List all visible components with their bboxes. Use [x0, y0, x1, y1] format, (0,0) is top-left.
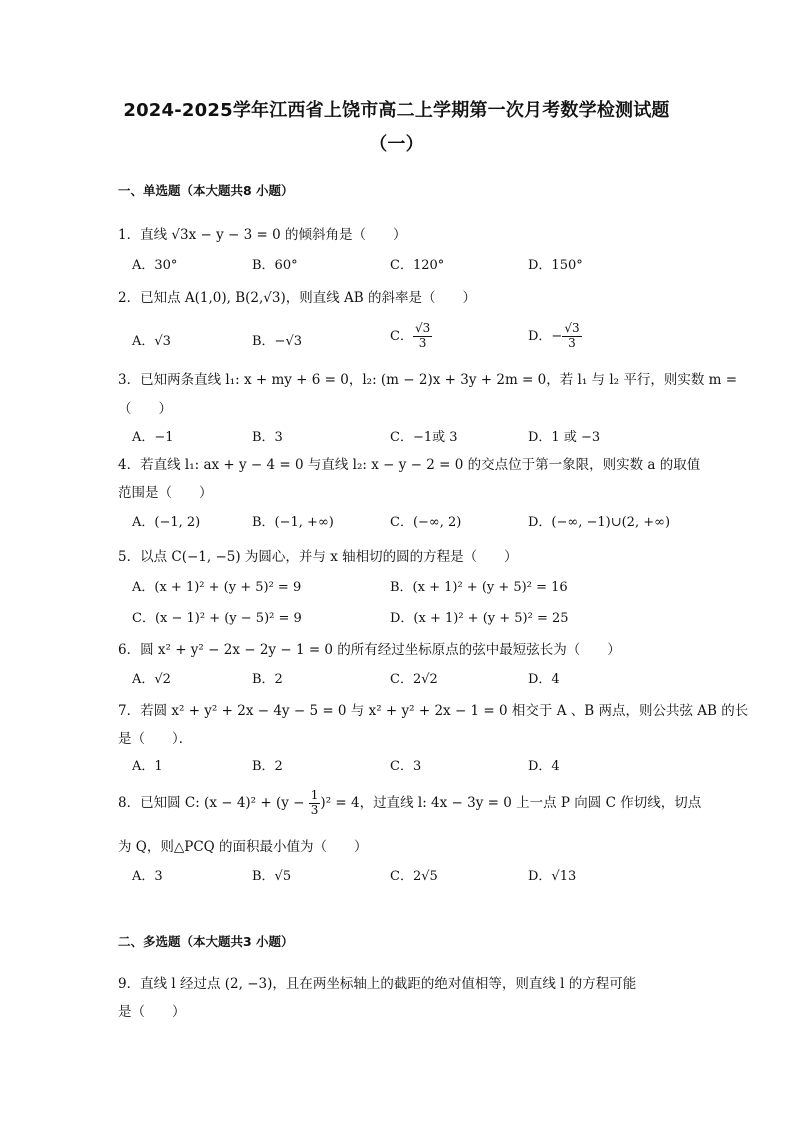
question-4-option-b: B．(−1, +∞) — [252, 515, 334, 530]
question-1-stem: 1．直线 √3x − y − 3 = 0 的倾斜角是（ ） — [118, 227, 407, 243]
question-2-option-b: B．−√3 — [252, 334, 303, 349]
fraction-denominator: 3 — [568, 335, 576, 350]
question-2-option-a: A．√3 — [132, 334, 171, 349]
question-6-option-b: B．2 — [252, 672, 283, 687]
question-3-option-b: B．3 — [252, 430, 283, 445]
question-8-stem-cont: 为 Q，则△PCQ 的面积最小值为（ ） — [118, 839, 368, 855]
question-8-stem-pre: 8．已知圆 C: (x − 4)² + (y − — [118, 794, 309, 811]
question-3-stem: 3．已知两条直线 l₁: x + my + 6 = 0，l₂: (m − 2)x + 3y + 2m = 0，若 l₁ 与 l₂ 平行，则实数 m = — [118, 372, 738, 388]
question-7-option-d: D．4 — [528, 759, 560, 774]
question-5-option-d: D．(x + 1)² + (y + 5)² = 25 — [390, 611, 569, 626]
question-8-option-d: D．√13 — [528, 869, 577, 884]
fraction — [309, 789, 321, 818]
question-4-option-d: D．(−∞, −1)∪(2, +∞) — [528, 515, 671, 530]
question-4-stem: 4．若直线 l₁: ax + y − 4 = 0 与直线 l₂: x − y − 2 = 0 的交点位于第一象限，则实数 a 的取值 — [118, 457, 701, 473]
question-1-option-a: A．30° — [132, 258, 178, 273]
question-2-option-c-label: C． — [390, 328, 413, 344]
question-8-stem-post: )² = 4，过直线 l: 4x − 3y = 0 上一点 P 向圆 C 作切线，切点 — [320, 794, 702, 811]
question-8-stem — [118, 789, 701, 818]
section-heading-multi-choice: 二、多选题（本大题共3 小题） — [118, 934, 294, 949]
fraction — [413, 322, 432, 351]
question-3-option-a: A．−1 — [132, 430, 174, 445]
question-3-stem-cont: （ ） — [118, 401, 172, 417]
section-heading-single-choice: 一、单选题（本大题共8 小题） — [118, 183, 294, 198]
fraction-numerator: 1 — [310, 788, 319, 802]
question-7-option-b: B．2 — [252, 759, 283, 774]
question-8-option-b: B．√5 — [252, 869, 292, 884]
question-7-stem: 7．若圆 x² + y² + 2x − 4y − 5 = 0 与 x² + y² + 2x − 1 = 0 相交于 A 、B 两点，则公共弦 AB 的长 — [118, 703, 749, 719]
question-7-stem-cont: 是（ ）． — [118, 731, 193, 747]
question-8-option-a: A．3 — [132, 869, 163, 884]
fraction — [562, 322, 581, 351]
question-2-option-d-label: D．− — [528, 328, 563, 344]
question-2-option-d — [528, 322, 582, 351]
question-9-stem-cont: 是（ ） — [118, 1004, 186, 1020]
question-6-option-d: D．4 — [528, 672, 560, 687]
page-title: 2024-2025学年江西省上饶市高二上学期第一次月考数学检测试题 — [123, 100, 670, 121]
question-1-option-d: D．150° — [528, 258, 583, 273]
question-4-option-a: A．(−1, 2) — [132, 515, 201, 530]
question-1-option-c: C．120° — [390, 258, 445, 273]
fraction-numerator: √3 — [564, 321, 580, 335]
question-7-option-c: C．3 — [390, 759, 422, 774]
question-3-option-c: C．−1或 3 — [390, 430, 458, 445]
fraction-denominator: 3 — [418, 335, 427, 350]
question-6-option-a: A．√2 — [132, 672, 171, 687]
question-6-stem: 6．圆 x² + y² − 2x − 2y − 1 = 0 的所有经过坐标原点的弦中最短弦长为（ ） — [118, 642, 621, 658]
fraction-denominator: 3 — [310, 802, 319, 817]
question-5-option-c: C．(x − 1)² + (y − 5)² = 9 — [132, 611, 302, 626]
question-7-option-a: A．1 — [132, 759, 163, 774]
question-1-option-b: B．60° — [252, 258, 298, 273]
question-3-option-d: D．1 或 −3 — [528, 430, 601, 445]
question-6-option-c: C．2√2 — [390, 672, 438, 687]
question-8-option-c: C．2√5 — [390, 869, 438, 884]
question-5-option-b: B．(x + 1)² + (y + 5)² = 16 — [390, 580, 568, 595]
question-5-option-a: A．(x + 1)² + (y + 5)² = 9 — [132, 580, 302, 595]
question-2-stem: 2．已知点 A(1,0), B(2,√3)，则直线 AB 的斜率是（ ） — [118, 290, 476, 306]
question-4-option-c: C．(−∞, 2) — [390, 515, 462, 530]
question-5-stem: 5．以点 C(−1, −5) 为圆心，并与 x 轴相切的圆的方程是（ ） — [118, 549, 518, 565]
question-2-option-c — [390, 322, 432, 351]
question-4-stem-cont: 范围是（ ） — [118, 485, 213, 501]
page-subtitle: （一） — [369, 134, 424, 155]
fraction-numerator: √3 — [414, 321, 431, 335]
question-9-stem: 9．直线 l 经过点 (2, −3)，且在两坐标轴上的截距的绝对值相等，则直线 l 的方程可能 — [118, 976, 637, 992]
